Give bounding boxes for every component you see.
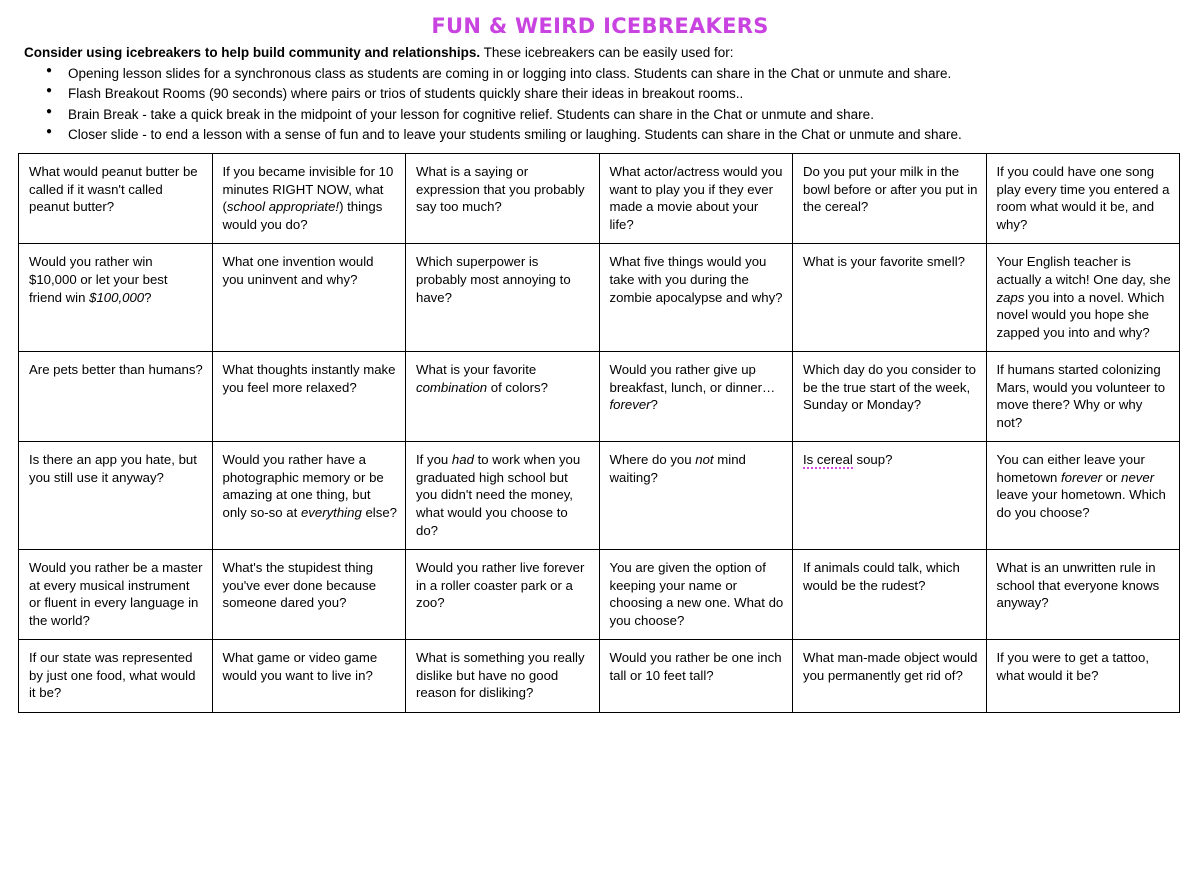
- question-cell: [212, 550, 406, 640]
- table-row: [19, 442, 1180, 550]
- question-text: Your English teacher is actually a witch! One day, she zaps you into a novel. Which novel would you hope she zapped you into and why?: [996, 254, 1171, 340]
- question-cell: [406, 442, 600, 550]
- question-text: What's the stupidest thing you've ever done because someone dared you?: [222, 560, 377, 611]
- question-text: Is cereal soup?: [803, 452, 893, 468]
- question-text: What actor/actress would you want to play you if they ever made a movie about your life?: [609, 164, 783, 232]
- question-text: What is a saying or expression that you probably say too much?: [416, 164, 585, 215]
- question-text: What game or video game would you want to live in?: [222, 650, 378, 683]
- question-cell: [599, 352, 793, 442]
- question-text: What one invention would you uninvent and why?: [222, 254, 374, 287]
- question-cell: [793, 442, 987, 550]
- table-row: [19, 244, 1180, 352]
- intro-bold-text: Consider using icebreakers to help build community and relationships.: [24, 45, 481, 60]
- question-cell: [986, 550, 1180, 640]
- question-cell: [19, 244, 213, 352]
- question-cell: [406, 154, 600, 244]
- table-row: [19, 352, 1180, 442]
- question-text: What thoughts instantly make you feel more relaxed?: [222, 362, 396, 395]
- list-item: ● Opening lesson slides for a synchronous class as students are coming in or logging into class. Students can share in the Chat or unmute and share.: [64, 64, 1182, 84]
- question-text: If you could have one song play every time you entered a room what would it be, and why?: [996, 164, 1170, 232]
- table-row: [19, 154, 1180, 244]
- question-text: What man-made object would you permanently get rid of?: [803, 650, 978, 683]
- icebreaker-question-table: [18, 153, 1180, 713]
- question-cell: [986, 154, 1180, 244]
- question-cell: [19, 640, 213, 713]
- intro-paragraph: [24, 44, 1182, 62]
- question-text: Would you rather live forever in a roller coaster park or a zoo?: [416, 560, 585, 611]
- question-text: What is your favorite combination of colors?: [416, 362, 548, 395]
- question-text: Where do you not mind waiting?: [609, 452, 746, 485]
- question-cell: [599, 442, 793, 550]
- question-cell: [793, 244, 987, 352]
- table-row: [19, 640, 1180, 713]
- question-text: Would you rather be a master at every musical instrument or fluent in every language in the world?: [29, 560, 203, 628]
- table-row: [19, 550, 1180, 640]
- question-cell: [406, 550, 600, 640]
- question-cell: [599, 244, 793, 352]
- question-cell: [793, 352, 987, 442]
- question-cell: [212, 640, 406, 713]
- question-cell: [19, 154, 213, 244]
- question-cell: [212, 154, 406, 244]
- question-text: Would you rather win $10,000 or let your best friend win $100,000?: [29, 254, 168, 305]
- list-item: ● Flash Breakout Rooms (90 seconds) where pairs or trios of students quickly share their ideas in breakout rooms..: [64, 84, 1182, 104]
- question-text: If you were to get a tattoo, what would it be?: [996, 650, 1149, 683]
- question-cell: [19, 352, 213, 442]
- question-text: What is an unwritten rule in school that everyone knows anyway?: [996, 560, 1160, 611]
- question-text: What would peanut butter be called if it wasn't called peanut butter?: [29, 164, 198, 215]
- question-cell: [406, 244, 600, 352]
- question-cell: [986, 640, 1180, 713]
- question-cell: [793, 550, 987, 640]
- question-text: Would you rather be one inch tall or 10 feet tall?: [609, 650, 782, 683]
- question-text: Are pets better than humans?: [29, 362, 203, 378]
- list-item: ● Closer slide - to end a lesson with a sense of fun and to leave your students smiling or laughing. Students can share in the Chat or unmute and share.: [64, 125, 1182, 145]
- question-text: Do you put your milk in the bowl before or after you put in the cereal?: [803, 164, 978, 215]
- usage-bullet-list: [18, 64, 1182, 145]
- question-cell: [599, 154, 793, 244]
- question-text: If our state was represented by just one food, what would it be?: [29, 650, 196, 701]
- question-text: Which day do you consider to be the true start of the week, Sunday or Monday?: [803, 362, 976, 413]
- question-cell: [212, 442, 406, 550]
- page-title: FUN & WEIRD ICEBREAKERS: [431, 14, 769, 38]
- question-cell: [986, 442, 1180, 550]
- question-text: Is there an app you hate, but you still use it anyway?: [29, 452, 197, 485]
- question-text: If you became invisible for 10 minutes RIGHT NOW, what (school appropriate!) things would you do?: [222, 164, 394, 232]
- question-text: You can either leave your hometown forever or never leave your hometown. Which do you choose?: [996, 452, 1166, 520]
- question-cell: [793, 640, 987, 713]
- question-cell: [986, 352, 1180, 442]
- intro-rest-text: These icebreakers can be easily used for:: [480, 45, 734, 60]
- question-cell: [406, 352, 600, 442]
- question-text: What is something you really dislike but have no good reason for disliking?: [416, 650, 585, 701]
- question-text: If you had to work when you graduated high school but you didn't need the money, what would you choose to do?: [416, 452, 581, 538]
- question-cell: [19, 442, 213, 550]
- question-text: What is your favorite smell?: [803, 254, 965, 270]
- question-cell: [212, 244, 406, 352]
- question-cell: [212, 352, 406, 442]
- question-text: What five things would you take with you during the zombie apocalypse and why?: [609, 254, 783, 305]
- question-text: Which superpower is probably most annoying to have?: [416, 254, 571, 305]
- question-cell: [19, 550, 213, 640]
- spellcheck-underline: Is cereal: [803, 452, 853, 468]
- question-text: Would you rather give up breakfast, lunch, or dinner…forever?: [609, 362, 776, 413]
- question-cell: [793, 154, 987, 244]
- question-text: Would you rather have a photographic memory or be amazing at one thing, but only so-so at everything else?: [222, 452, 397, 520]
- question-cell: [599, 640, 793, 713]
- question-text: You are given the option of keeping your name or choosing a new one. What do you choose?: [609, 560, 784, 628]
- list-item: ● Brain Break - take a quick break in the midpoint of your lesson for cognitive relief. Students can share in the Chat or unmute and share.: [64, 105, 1182, 125]
- question-cell: [406, 640, 600, 713]
- question-text: If animals could talk, which would be the rudest?: [803, 560, 960, 593]
- question-text: If humans started colonizing Mars, would you volunteer to move there? Why or why not?: [996, 362, 1166, 430]
- question-cell: [986, 244, 1180, 352]
- question-cell: [599, 550, 793, 640]
